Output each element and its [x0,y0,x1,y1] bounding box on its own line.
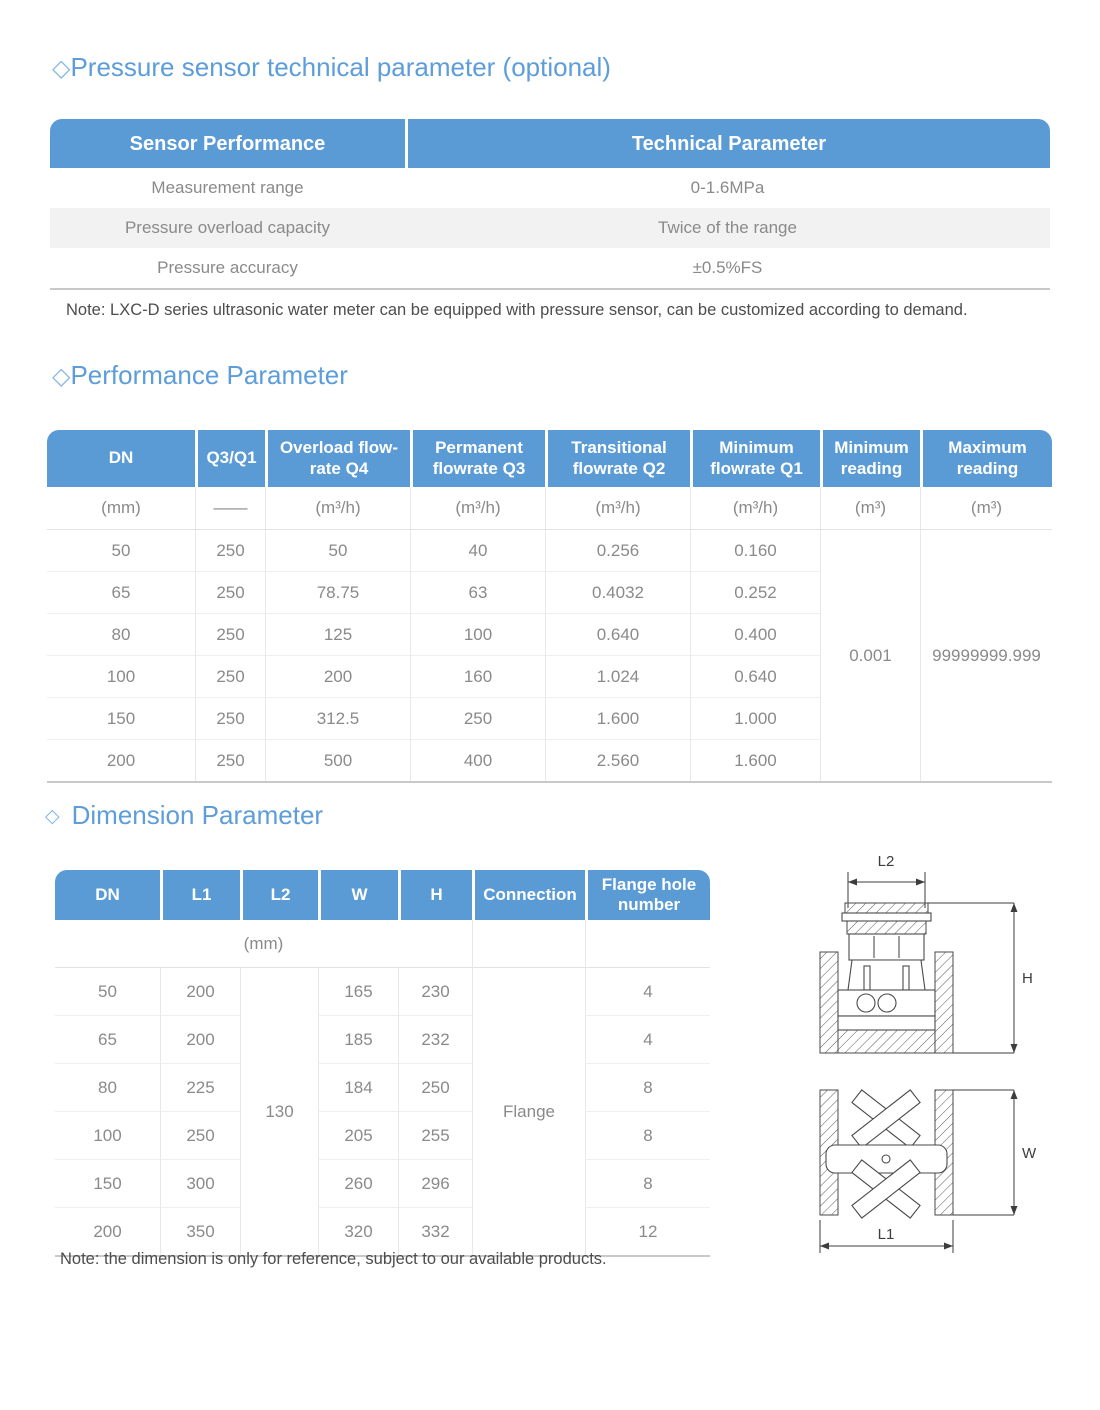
pressure-sensor-table [50,119,1050,290]
diamond-icon: ◇ [45,806,60,827]
cell-q3: 400 [410,740,545,781]
unit-cell: —— [195,487,265,530]
cell-q3: 160 [410,656,545,698]
pressure-heading-text: Pressure sensor technical parameter (optional) [70,52,611,82]
performance-section-heading [52,360,348,391]
cell-q4: 78.75 [265,572,410,614]
cell-dn: 50 [55,968,160,1016]
cell-dn: 150 [55,1160,160,1208]
param-label-cell: Measurement range [151,178,304,197]
pressure-section-heading [52,52,611,83]
meter-dimension-drawings [792,848,1062,1268]
pressure-table-header-row [50,119,1050,168]
pressure-note: Note: LXC-D series ultrasonic water meter can be equipped with pressure sensor, can be customized according to demand. [66,301,968,319]
unit-cell: (m³/h) [410,487,545,530]
cell-dn: 150 [47,698,195,740]
table-row [50,248,1050,288]
cell-holes: 4 [585,968,710,1016]
cell-h: 230 [398,968,472,1016]
cell-q3: 40 [410,530,545,572]
cell-q4: 200 [265,656,410,698]
cell-q3q1: 250 [195,614,265,656]
cell-l1: 225 [160,1064,240,1112]
cell-w: 165 [318,968,398,1016]
cell-l1: 350 [160,1208,240,1255]
unit-cell: (m³/h) [690,487,820,530]
unit-cell: (m³/h) [545,487,690,530]
dimension-units-row [55,920,710,968]
cell-dn: 200 [93,1221,122,1241]
cell-dn: 100 [55,1112,160,1160]
dimension-header-row [55,870,710,920]
cell-q2: 0.640 [545,614,690,656]
cell-q3q1: 250 [195,698,265,740]
cell-q3: 250 [410,698,545,740]
col-header-dn: DN [47,430,195,487]
cell-q4: 125 [265,614,410,656]
cell-q1: 0.400 [690,614,820,656]
col-header-dn: DN [55,870,160,920]
cell-q2: 2.560 [545,740,690,781]
dim-label-h: H [1022,970,1033,987]
cell-l1: 200 [160,1016,240,1064]
unit-cell: (m³) [820,487,920,530]
param-value-cell: Twice of the range [405,208,1050,248]
cell-h: 332 [398,1208,472,1255]
col-header-minimum-q1: Minimum flowrate Q1 [690,430,820,487]
col-header-max-reading: Maximum reading [920,430,1052,487]
cell-q3q1: 250 [195,530,265,572]
cell-holes: 12 [585,1208,710,1255]
unit-cell: (mm) [47,487,195,530]
col-header-q3q1: Q3/Q1 [195,430,265,487]
param-label-cell: Pressure overload capacity [50,208,405,248]
unit-cell-empty [472,920,585,968]
performance-heading-text: Performance Parameter [70,360,348,390]
col-header-l1: L1 [160,870,240,920]
cell-w: 184 [318,1064,398,1112]
cell-l1: 250 [160,1112,240,1160]
cell-dn: 80 [47,614,195,656]
cell-q2: 0.256 [545,530,690,572]
cell-l2-merged: 130 [240,968,318,1255]
cell-q2: 1.600 [545,698,690,740]
unit-cell: (m³/h) [265,487,410,530]
cell-q3q1: 250 [195,740,265,781]
table-row [55,1016,710,1064]
cell-w: 205 [318,1112,398,1160]
dim-label-w: W [1022,1145,1037,1162]
cell-dn: 50 [47,530,195,572]
col-header-h: H [398,870,472,920]
cell-dn: 80 [55,1064,160,1112]
cell-q1: 1.000 [690,698,820,740]
performance-header-row [47,430,1052,487]
cell-q1: 0.160 [690,530,820,572]
cell-l1: 300 [160,1160,240,1208]
col-header-flange-holes: Flange hole number [585,870,710,920]
diamond-icon: ◇ [52,363,71,390]
col-header-connection: Connection [472,870,585,920]
table-row [55,1208,710,1255]
cell-l1: 200 [160,968,240,1016]
col-header-l2: L2 [240,870,318,920]
cell-q1: 0.252 [690,572,820,614]
param-label-cell: Pressure accuracy [157,258,298,277]
cell-holes: 8 [585,1160,710,1208]
cell-h: 255 [398,1112,472,1160]
performance-table [47,430,1052,783]
cell-holes: 4 [585,1016,710,1064]
table-row [50,208,1050,248]
cell-min-reading: 0.001 [820,530,920,781]
cell-q2: 1.024 [545,656,690,698]
col-header-permanent-q3: Permanent flowrate Q3 [410,430,545,487]
cell-q1: 1.600 [690,740,820,781]
cell-q4: 50 [265,530,410,572]
dim-label-l2: L2 [877,853,895,870]
cell-q2: 0.4032 [545,572,690,614]
unit-cell-mm: (mm) [55,920,472,968]
cell-connection-merged: Flange [472,968,585,1255]
table-row [47,530,1052,572]
dimension-heading-text: Dimension Parameter [71,800,324,830]
cell-dn: 100 [47,656,195,698]
cell-q1: 0.640 [690,656,820,698]
unit-cell: (m³) [920,487,1052,530]
cell-w: 320 [318,1208,398,1255]
dim-label-l1: L1 [877,1226,895,1243]
param-value-cell: ±0.5%FS [692,258,763,277]
performance-units-row [47,487,1052,530]
table-row [55,1112,710,1160]
col-header-transitional-q2: Transitional flowrate Q2 [545,430,690,487]
col-header-overload-q4: Overload flow-rate Q4 [265,430,410,487]
table-row [55,968,710,1016]
col-header-min-reading: Minimum reading [820,430,920,487]
col-header-w: W [318,870,398,920]
col-header-sensor-performance: Sensor Performance [50,119,405,168]
cell-q4: 312.5 [265,698,410,740]
cell-h: 232 [398,1016,472,1064]
table-row [50,168,1050,208]
unit-cell-empty [585,920,710,968]
cell-q3: 100 [410,614,545,656]
cell-dn: 200 [106,750,136,770]
cell-q3q1: 250 [195,656,265,698]
cell-q3: 63 [410,572,545,614]
cell-dn: 65 [47,572,195,614]
cell-q3q1: 250 [195,572,265,614]
cell-dn: 65 [55,1016,160,1064]
dimension-section-heading [45,800,323,831]
col-header-technical-parameter: Technical Parameter [405,119,1050,168]
table-row [55,1160,710,1208]
cell-holes: 8 [585,1112,710,1160]
cell-holes: 8 [585,1064,710,1112]
param-value-cell: 0-1.6MPa [690,178,765,197]
diamond-icon: ◇ [52,55,71,82]
cell-h: 250 [398,1064,472,1112]
cell-h: 296 [398,1160,472,1208]
cell-q4: 500 [265,740,410,781]
cell-max-reading: 99999999.999 [920,530,1052,781]
cell-w: 185 [318,1016,398,1064]
meter-top-view-drawing [820,1090,1037,1253]
table-row [55,1064,710,1112]
cell-w: 260 [318,1160,398,1208]
dimension-note: Note: the dimension is only for reference, subject to our available products. [60,1250,607,1268]
meter-front-view-drawing [820,853,1033,1053]
dimension-table [55,870,710,1257]
